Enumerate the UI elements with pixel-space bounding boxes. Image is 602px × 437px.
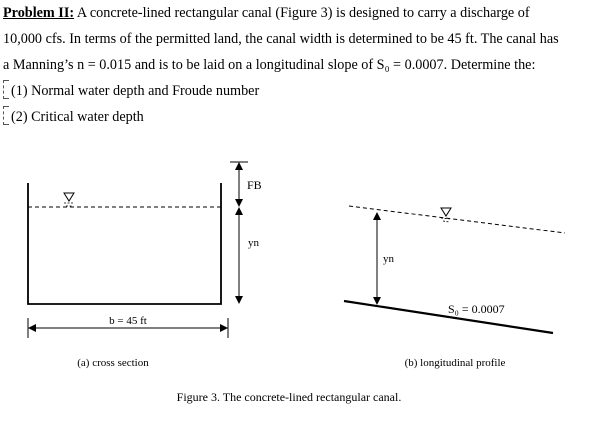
water-surface-icon — [441, 208, 451, 222]
profile-caption: (b) longitudinal profile — [404, 357, 506, 369]
slope-label: S₀ = 0.0007 — [448, 302, 505, 316]
depth-label: yn — [248, 237, 259, 249]
freeboard-label: FB — [247, 178, 262, 192]
problem-text-1: A concrete-lined rectangular canal (Figure 3) is designed to carry a discharge of — [74, 5, 530, 21]
canal-walls — [28, 183, 221, 304]
water-surface-icon — [64, 193, 74, 206]
problem-line-2: 10,000 cfs. In terms of the permitted land, the canal width is determined to be 45 ft. The canal has — [3, 31, 559, 47]
longitudinal-profile-diagram — [344, 206, 565, 369]
problem-label: Problem II: — [3, 5, 75, 21]
problem-line-3: a Manning’s n = 0.015 and is to be laid on a longitudinal slope of S₀ = 0.0007. Determine the: — [3, 57, 536, 73]
task-item-2-text: (2) Critical water depth — [11, 109, 144, 125]
figure-caption: Figure 3. The concrete-lined rectangular canal. — [176, 390, 402, 404]
water-surface-line — [349, 206, 565, 233]
width-label: b = 45 ft — [109, 315, 147, 327]
task-item-1-text: (1) Normal water depth and Froude number — [11, 83, 260, 99]
cross-section-diagram — [28, 162, 262, 369]
cross-section-caption: (a) cross section — [77, 357, 149, 369]
depth-label: yn — [383, 253, 394, 265]
